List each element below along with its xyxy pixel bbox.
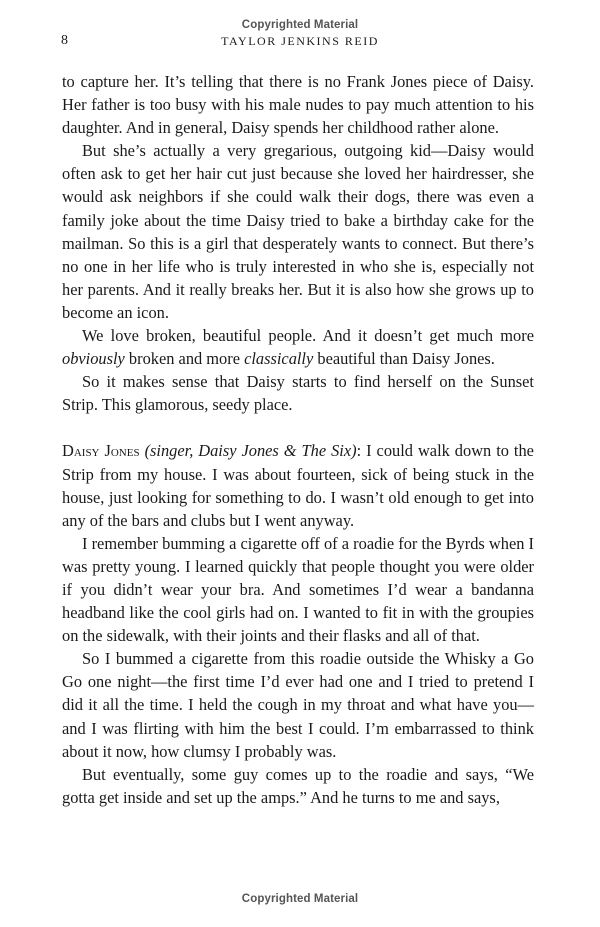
running-title: TAYLOR JENKINS REID: [221, 34, 379, 48]
paragraph-7: So I bummed a cigarette from this roadie outside the Whisky a Go Go one night—the first time I’d ever had one and I tried to pretend I did it all the time. I held the cough in my throat and what have you—and I was flirting with him the best I could. I’m embarrassed to think about it now, how clumsy I probably was.: [62, 649, 534, 761]
speaker-colon: :: [356, 441, 362, 461]
speaker-name: Daisy Jones: [62, 441, 140, 461]
paragraph-3-text-b: broken and more: [124, 349, 245, 369]
running-head: [0, 33, 600, 51]
emphasis-classically: classically: [244, 349, 314, 369]
watermark-top: Copyrighted Material: [241, 19, 359, 31]
paragraph-5-text: I could walk down to the Strip from my house. I was about fourteen, sick of being stuck in the house, just looking for something to do. I wasn’t old enough to get into any of the bars and clubs but I went anyway.: [62, 441, 534, 530]
body-text: [62, 70, 534, 809]
paragraph-3-text-a: We love broken, beautiful people. And it doesn’t get much more: [82, 326, 534, 346]
paragraph-3-text-c: beautiful than Daisy Jones.: [313, 349, 495, 369]
paragraph-1: to capture her. It’s telling that there is no Frank Jones piece of Daisy. Her father is too busy with his male nudes to pay much attention to his daughter. And in general, Daisy spends her childhood rather alone.: [62, 72, 534, 138]
page-number: 8: [61, 33, 68, 48]
emphasis-obviously: obviously: [62, 349, 125, 369]
paragraph-3: [62, 324, 534, 370]
paragraph-5: [62, 439, 534, 531]
paragraph-4: So it makes sense that Daisy starts to find herself on the Sunset Strip. This glamorous, seedy place.: [62, 372, 534, 415]
speaker-role: (singer, Daisy Jones & The Six): [144, 441, 357, 461]
paragraph-6: I remember bumming a cigarette off of a roadie for the Byrds when I was pretty young. I learned quickly that people thought you were older if you didn’t wear your bra. And sometimes I’d wear a bandanna headband like the cool girls had on. I wanted to fit in with the groupies on the sidewalk, with their joints and their flasks and all of that.: [62, 533, 534, 646]
paragraph-8: But eventually, some guy comes up to the roadie and says, “We gotta get inside and set up the amps.” And he turns to me and says,: [62, 764, 534, 807]
paragraph-2: But she’s actually a very gregarious, outgoing kid—Daisy would often ask to get her hair cut just because she loved her hairdresser, she would ask neighbors if she could walk their dogs, there was even a family joke about the time Daisy tried to bake a birthday cake for the mailman. So this is a girl that desperately wants to connect. But there’s no one in her life who is truly interested in who she is, especially not her parents. And it really breaks her. But it is also how she grows up to become an icon.: [62, 141, 534, 322]
watermark-bottom: Copyrighted Material: [241, 893, 359, 905]
